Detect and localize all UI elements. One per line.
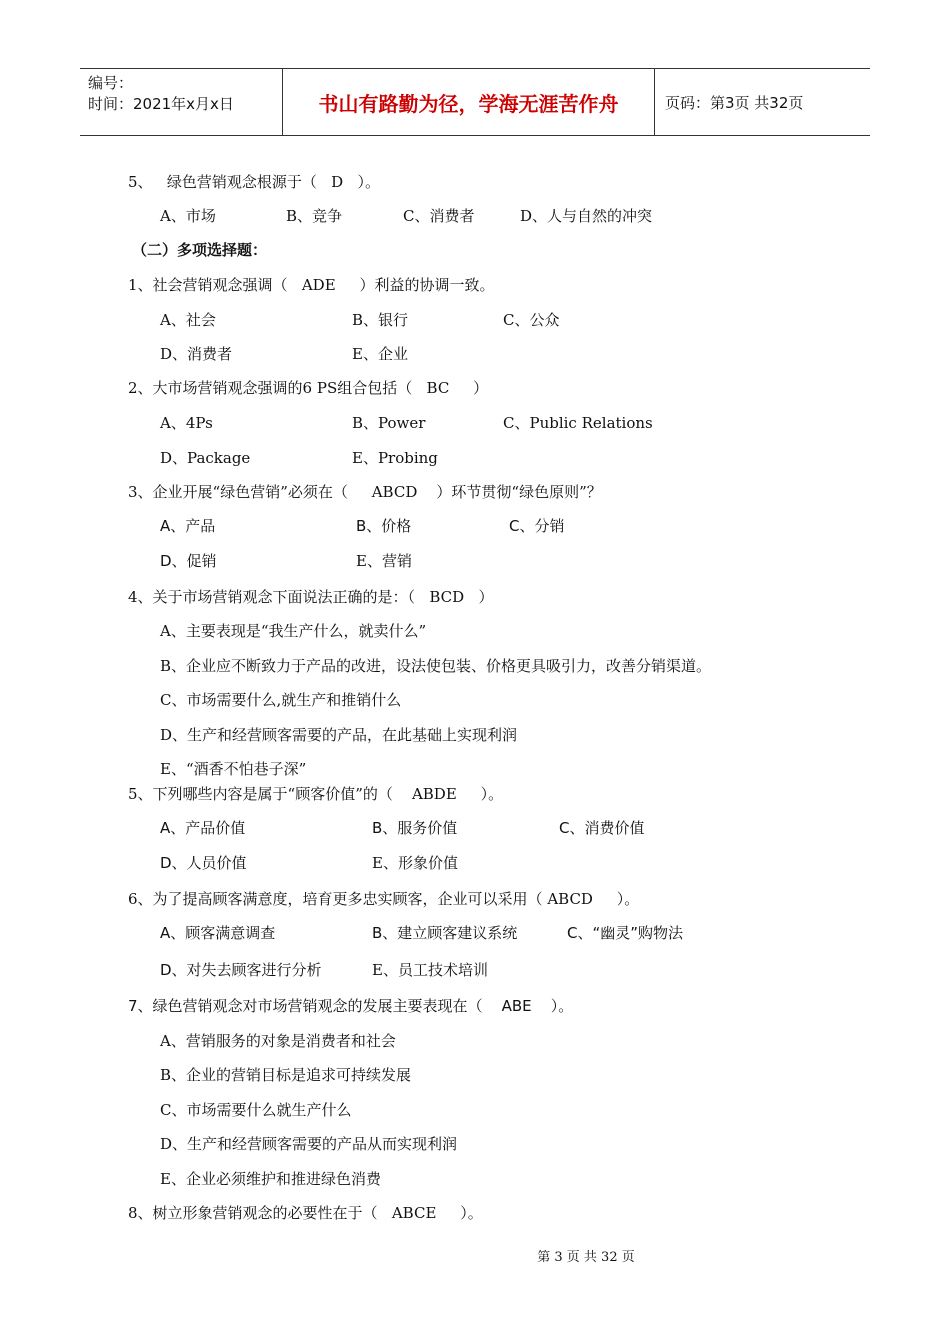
header-time-label: 时间：2021年x月x日 [88,95,234,113]
header-number-label: 编号： [88,74,134,92]
option-a: A、产品 [160,517,216,535]
option-d: D、生产和经营顾客需要的产品，在此基础上实现利润 [160,726,518,744]
option-e: E、员工技术培训 [372,961,488,979]
option-e: E、企业必须维护和推进绿色消费 [160,1170,381,1188]
question-multi-4: 4、关于市场营销观念下面说法正确的是：（ BCD ） [128,588,494,606]
option-b: B、服务价值 [372,819,458,837]
question-multi-2: 2、大市场营销观念强调的6 PS组合包括（ BC ） [128,379,489,397]
option-c: C、分销 [509,517,565,535]
question-multi-5: 5、下列哪些内容是属于“顾客价值”的（ ABDE ）。 [128,785,504,803]
option-d: D、对失去顾客进行分析 [160,961,322,979]
question-single-5: 5、 绿色营销观念根源于（ D ）。 [128,173,380,191]
option-e: E、企业 [352,345,408,363]
header-page-info: 页码：第3页 共32页 [665,93,804,112]
option-e: E、形象价值 [372,854,458,872]
page-header [80,68,870,136]
option-c: C、市场需要什么就生产什么 [160,1101,352,1119]
option-b: B、企业应不断致力于产品的改进，设法使包装、价格更具吸引力，改善分销渠道。 [160,657,712,675]
option-a: A、4Ps [160,414,213,432]
question-multi-8: 8、树立形象营销观念的必要性在于（ ABCE ）。 [128,1204,483,1222]
option-d: D、促销 [160,552,217,570]
option-b: B、价格 [356,517,412,535]
header-motto: 书山有路勤为径，学海无涯苦作舟 [282,69,655,135]
option-d: D、人员价值 [160,854,247,872]
option-d: D、消费者 [160,345,233,363]
option-b: B、企业的营销目标是追求可持续发展 [160,1066,412,1084]
question-multi-6: 6、为了提高顾客满意度，培育更多忠实顾客，企业可以采用（ ABCD ）。 [128,890,640,908]
option-c: C、“幽灵”购物法 [567,924,684,942]
option-a: A、产品价值 [160,819,246,837]
option-b: B、竞争 [286,207,343,225]
option-a: A、营销服务的对象是消费者和社会 [160,1032,396,1050]
question-multi-3: 3、企业开展“绿色营销”必须在（ ABCD ）环节贯彻“绿色原则”？ [128,483,602,501]
option-b: B、Power [352,414,426,432]
option-d: D、生产和经营顾客需要的产品从而实现利润 [160,1135,458,1153]
option-a: A、社会 [160,311,216,329]
option-b: B、建立顾客建议系统 [372,924,518,942]
option-c: C、消费者 [403,207,475,225]
question-multi-7: 7、绿色营销观念对市场营销观念的发展主要表现在（ ABE ）。 [128,997,574,1015]
option-c: C、消费价值 [559,819,645,837]
option-d: D、人与自然的冲突 [520,207,653,225]
header-left-cell [80,69,282,135]
option-a: A、主要表现是“我生产什么，就卖什么” [160,622,427,640]
question-multi-1: 1、社会营销观念强调（ ADE ）利益的协调一致。 [128,276,495,294]
option-c: C、市场需要什么,就生产和推销什么 [160,691,402,709]
option-d: D、Package [160,449,251,467]
option-a: A、市场 [160,207,216,225]
option-e: E、营销 [356,552,412,570]
option-a: A、顾客满意调查 [160,924,276,942]
section-heading-multiple-choice: （二）多项选择题： [132,241,268,259]
option-e: E、Probing [352,449,438,467]
option-c: C、公众 [503,311,560,329]
option-b: B、银行 [352,311,409,329]
page-footer: 第 3 页 共 32 页 [537,1250,635,1265]
option-c: C、Public Relations [503,414,653,432]
option-e: E、“酒香不怕巷子深” [160,760,307,778]
